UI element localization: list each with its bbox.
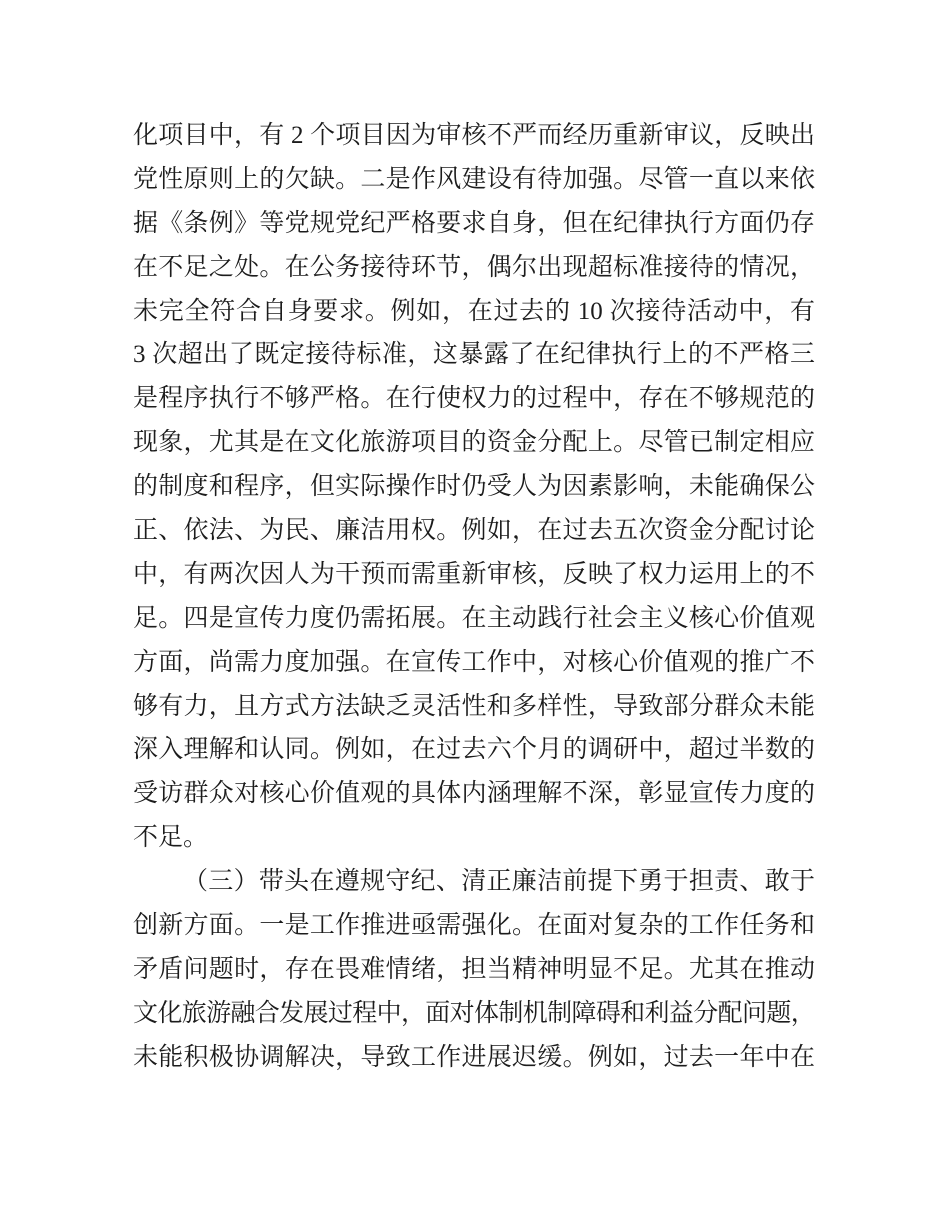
text-line: 化项目中，有 2 个项目因为审核不严而经历重新审议，反映出 [133, 122, 815, 149]
text-line: 够有力，且方式方法缺乏灵活性和多样性，导致部分群众未能 [133, 692, 815, 720]
text-line: 方面，尚需力度加强。在宣传工作中，对核心价值观的推广不 [133, 648, 815, 676]
text-line: 不足。 [133, 824, 209, 852]
text-line: 3 次超出了既定接待标准，这暴露了在纪律执行上的不严格三 [133, 341, 815, 369]
text-line: 现象，尤其是在文化旅游项目的资金分配上。尽管已制定相应 [133, 429, 815, 457]
text-line: 文化旅游融合发展过程中，面对体制机制障碍和利益分配问题， [133, 999, 815, 1027]
text-line: 未能积极协调解决，导致工作进展迟缓。例如，过去一年中在 [133, 1043, 815, 1071]
text-line: 中，有两次因人为干预而需重新审核，反映了权力运用上的不 [133, 560, 815, 588]
text-line: 正、依法、为民、廉洁用权。例如，在过去五次资金分配讨论 [133, 517, 815, 545]
text-line: 是程序执行不够严格。在行使权力的过程中，存在不够规范的 [133, 385, 815, 413]
text-line: 在不足之处。在公务接待环节，偶尔出现超标准接待的情况， [133, 253, 815, 281]
text-line: （三）带头在遵规守纪、清正廉洁前提下勇于担责、敢于 [183, 868, 815, 896]
text-line: 据《条例》等党规党纪严格要求自身，但在纪律执行方面仍存 [133, 209, 815, 237]
text-line: 创新方面。一是工作推进亟需强化。在面对复杂的工作任务和 [133, 912, 815, 940]
document-body [133, 114, 815, 1080]
text-line: 矛盾问题时，存在畏难情绪，担当精神明显不足。尤其在推动 [133, 955, 815, 983]
text-line: 足。四是宣传力度仍需拓展。在主动践行社会主义核心价值观 [133, 604, 815, 632]
text-line: 未完全符合自身要求。例如，在过去的 10 次接待活动中，有 [133, 297, 815, 325]
text-line: 受访群众对核心价值观的具体内涵理解不深，彰显宣传力度的 [133, 780, 815, 808]
text-line: 深入理解和认同。例如，在过去六个月的调研中，超过半数的 [133, 736, 815, 764]
text-line: 的制度和程序，但实际操作时仍受人为因素影响，未能确保公 [133, 473, 815, 501]
text-line: 党性原则上的欠缺。二是作风建设有待加强。尽管一直以来依 [133, 165, 815, 193]
